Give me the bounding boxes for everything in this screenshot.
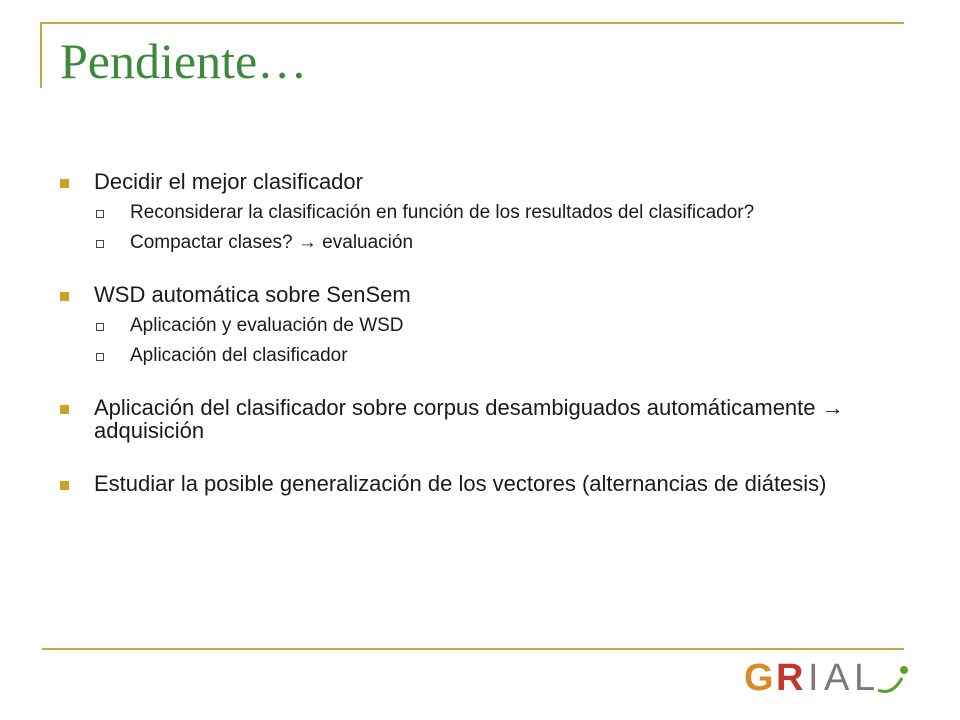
sub-bullet-text: Reconsiderar la clasificación en función de los resultados del clasificador? <box>130 202 755 223</box>
logo-dot <box>900 666 908 674</box>
hollow-square-bullet-icon <box>96 323 104 331</box>
bullet-text: WSD automática sobre SenSem <box>94 282 411 307</box>
bullet-list <box>58 170 888 495</box>
logo-letter-a: A <box>824 657 850 696</box>
bullet-item <box>58 472 888 495</box>
frame-left-line <box>40 22 42 88</box>
frame-top-line <box>40 22 904 24</box>
square-bullet-icon <box>60 179 69 188</box>
logo-letter-i: I <box>808 657 819 696</box>
sub-bullet-item <box>58 346 888 366</box>
hollow-square-bullet-icon <box>96 353 104 361</box>
sub-bullet-text: Compactar clases? → evaluación <box>130 232 414 253</box>
sub-bullet-item <box>58 316 888 336</box>
bullet-item <box>58 170 888 193</box>
square-bullet-icon <box>60 292 69 301</box>
square-bullet-icon <box>60 481 69 490</box>
logo-letter-r: R <box>776 657 804 696</box>
slide-title: Pendiente… <box>60 33 308 89</box>
bullet-text: Aplicación del clasificador sobre corpus desambiguados automáticamente → adquisición <box>94 395 844 443</box>
hollow-square-bullet-icon <box>96 240 104 248</box>
bullet-text: Decidir el mejor clasificador <box>94 169 363 194</box>
frame-bottom-line <box>42 648 904 650</box>
sub-bullet-text: Aplicación y evaluación de WSD <box>130 315 404 336</box>
sub-bullet-item <box>58 203 888 223</box>
bullet-item <box>58 396 888 442</box>
bullet-text: Estudiar la posible generalización de los vectores (alternancias de diátesis) <box>94 471 827 496</box>
grial-logo <box>744 656 914 696</box>
square-bullet-icon <box>60 405 69 414</box>
bullet-item <box>58 283 888 306</box>
sub-bullet-text: Aplicación del clasificador <box>130 345 348 366</box>
logo-letter-g: G <box>744 657 774 696</box>
sub-bullet-item <box>58 233 888 253</box>
logo-letter-l: L <box>854 657 876 696</box>
hollow-square-bullet-icon <box>96 210 104 218</box>
logo-swoosh <box>878 678 902 692</box>
